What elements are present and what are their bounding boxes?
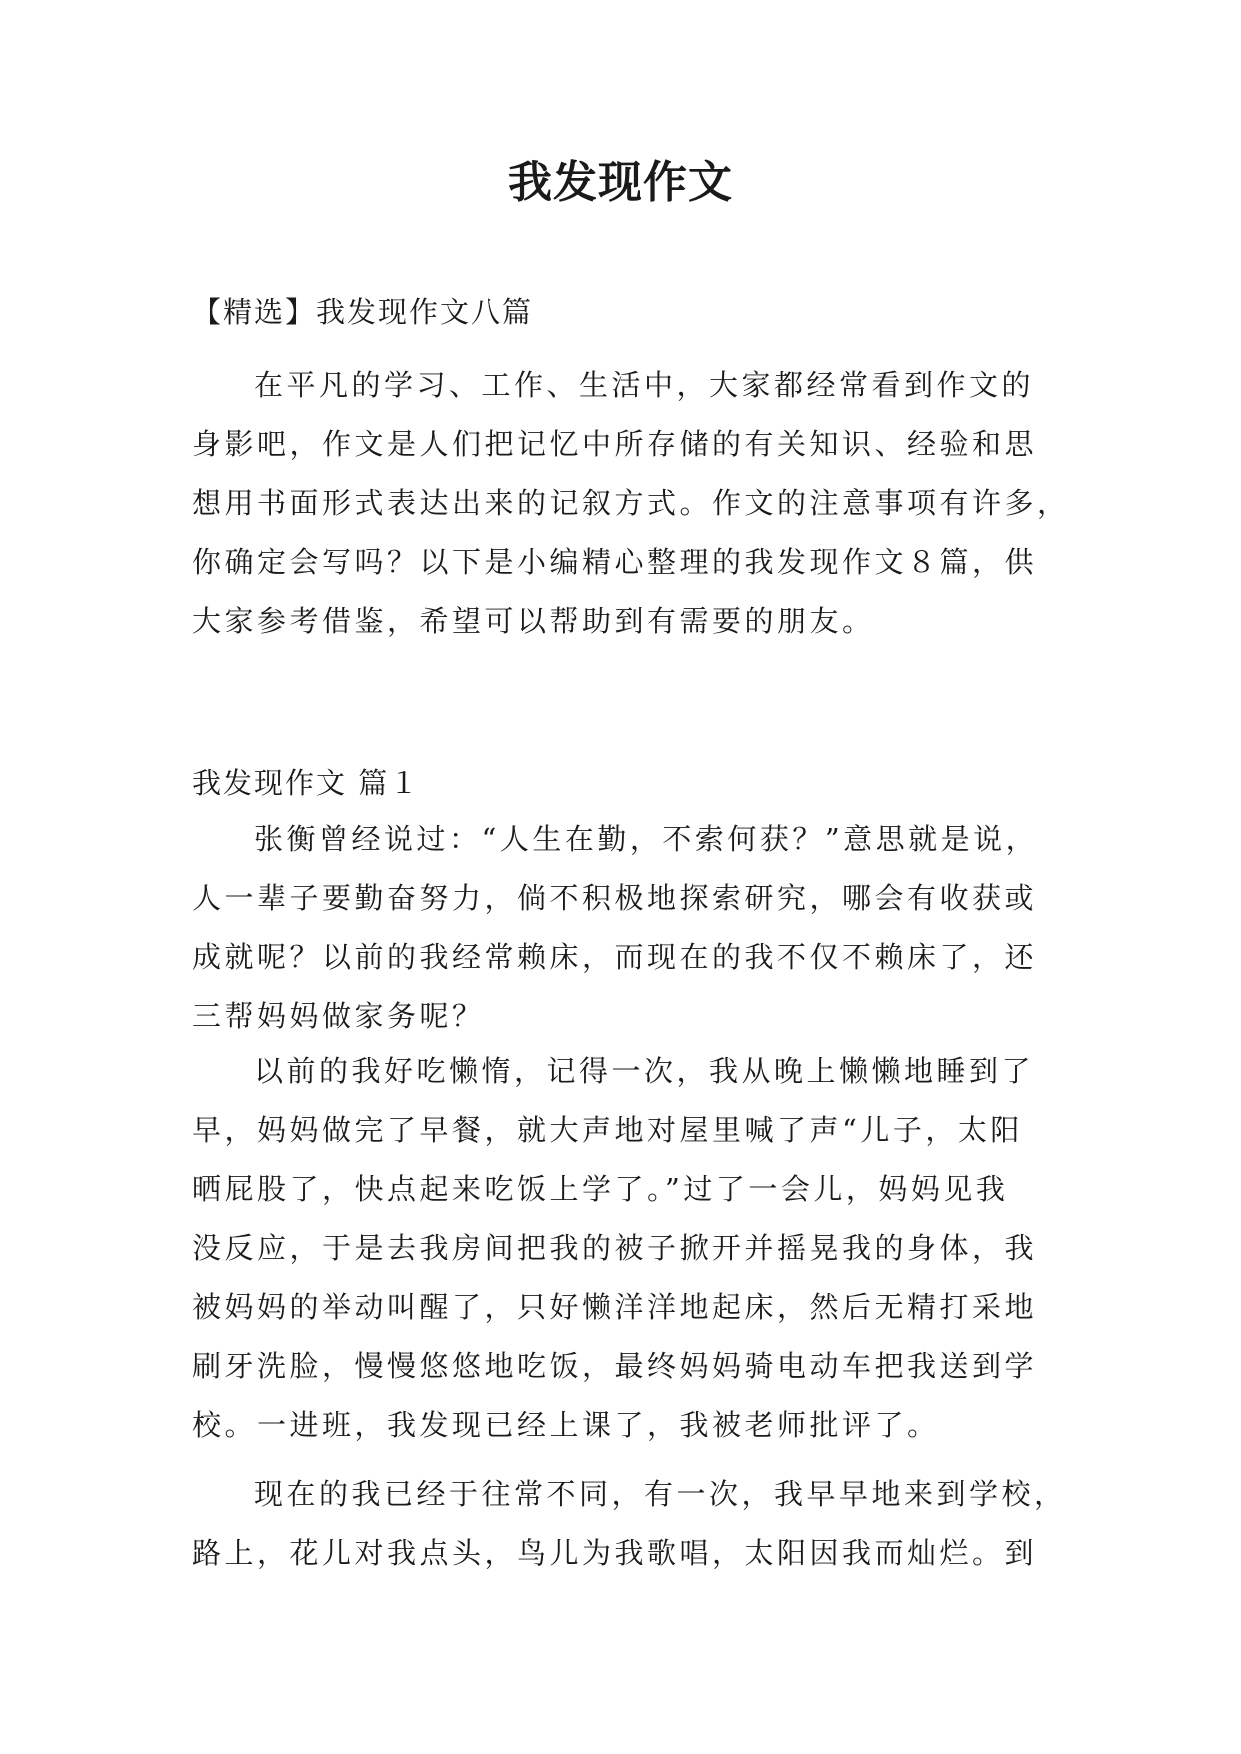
intro-line: 在平凡的学习、工作、生活中，大家都经常看到作文的 [254,368,1035,402]
paragraph-line: 张衡曾经说过：“人生在勤，不索何获？”意思就是说， [254,822,1039,856]
paragraph-line: 校。一进班，我发现已经上课了，我被老师批评了。 [192,1408,940,1442]
paragraph-line: 现在的我已经于往常不同，有一次，我早早地来到学校， [254,1477,1067,1511]
paragraph-3 [192,1465,1067,1583]
paragraph-line: 以前的我好吃懒惰，记得一次，我从晚上懒懒地睡到了 [254,1054,1035,1088]
paragraph-line: 被妈妈的举动叫醒了，只好懒洋洋地起床，然后无精打采地 [192,1290,1038,1324]
paragraph-1 [192,810,1062,1046]
paragraph-line: 晒屁股了，快点起来吃饭上学了。”过了一会儿，妈妈见我 [192,1172,1009,1206]
intro-line: 大家参考借鉴，希望可以帮助到有需要的朋友。 [192,604,875,638]
section-heading: 我发现作文 篇１ [192,766,421,800]
paragraph-line: 早，妈妈做完了早餐，就大声地对屋里喊了声“儿子，太阳 [192,1113,1023,1147]
intro-line: 身影吧，作文是人们把记忆中所存储的有关知识、经验和思 [192,427,1038,461]
intro-line: 你确定会写吗？以下是小编精心整理的我发现作文８篇，供 [192,545,1038,579]
paragraph-line: 成就呢？以前的我经常赖床，而现在的我不仅不赖床了，还 [192,940,1038,974]
document-title: 我发现作文 [508,157,733,208]
document-subtitle: 【精选】我发现作文八篇 [192,295,534,329]
paragraph-line: 刷牙洗脸，慢慢悠悠地吃饭，最终妈妈骑电动车把我送到学 [192,1349,1038,1383]
paragraph-line: 人一辈子要勤奋努力，倘不积极地探索研究，哪会有收获或 [192,881,1038,915]
paragraph-2 [192,1042,1062,1455]
intro-paragraph [192,356,1070,651]
intro-line: 想用书面形式表达出来的记叙方式。作文的注意事项有许多， [192,486,1070,520]
paragraph-line: 没反应，于是去我房间把我的被子掀开并摇晃我的身体，我 [192,1231,1038,1265]
paragraph-line: 路上，花儿对我点头，鸟儿为我歌唱，太阳因我而灿烂。到 [192,1536,1038,1570]
paragraph-line: 三帮妈妈做家务呢？ [192,999,485,1033]
